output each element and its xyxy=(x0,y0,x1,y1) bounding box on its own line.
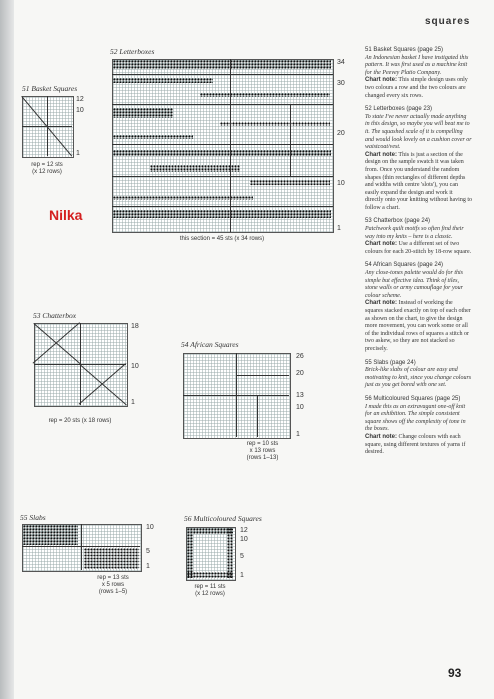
chart-55-row-10: 10 xyxy=(146,524,154,531)
chart-56-row-12: 12 xyxy=(240,527,248,534)
chart-51-caption: rep = 12 sts (x 12 rows) xyxy=(31,162,63,175)
chart-56-row-1: 1 xyxy=(240,572,244,579)
chart-55-title: 55 Slabs xyxy=(20,513,46,522)
chart-52-row-20: 20 xyxy=(337,130,345,137)
chart-54-caption: rep = 10 sts x 13 rows (rows 1–13) xyxy=(246,441,279,461)
chart-52-title: 52 Letterboxes xyxy=(110,47,155,56)
chart-52-row-10: 10 xyxy=(337,180,345,187)
chart-52-row-30: 30 xyxy=(337,80,345,87)
chart-51-row-12: 12 xyxy=(76,96,84,103)
entry-54: 54 African Squares (page 24) Any close-tones palette would do for this simple but effective idea. Think of tiles, stone walls or army camouflage for your colour scheme. Chart note: Instead of working the squares stacked exactly on top of each other as shown on the chart, to give the design more movement, you can work some or all of the individual rows of squares a stitch or two askew, so they are not stacked so precisely. xyxy=(365,262,471,352)
chart-53-row-18: 18 xyxy=(131,323,139,330)
chart-56-title: 56 Multicoloured Squares xyxy=(184,514,262,523)
chart-52-caption: this section = 45 sts (x 34 rows) xyxy=(179,236,265,242)
chart-55-caption: rep = 13 sts x 5 rows (rows 1–5) xyxy=(97,575,129,595)
entry-52: 52 Letterboxes (page 23) To state I've never actually made anything in this design, so maybe you will beat me to it. The squashed scale of it is compelling and would look lovely on a cushion cover or waistcoat/vest. Chart note: This is just a section of the design on the sample swatch it was taken from. Once you understand the random shapes (thin rectangles of different depths and widths with centre 'slots'), you can easily expand the design and work it directly onto your knitting without having to follow a chart. xyxy=(365,106,472,211)
chart-54-row-13: 13 xyxy=(296,392,304,399)
entry-51: 51 Basket Squares (page 25) An Indonesian basket I have instigated this pattern. It was first used as a machine knit for the Peevey Platio Company. Chart note: This simple design uses only two colours a row and the two colours are changed every six rows. xyxy=(365,47,469,99)
book-spine-shadow xyxy=(0,0,14,699)
chart-54-row-26: 26 xyxy=(296,353,304,360)
chart-54-row-10: 10 xyxy=(296,404,304,411)
chart-52-row-1: 1 xyxy=(337,225,341,232)
watermark-text: Nilka xyxy=(49,207,83,223)
notes-column xyxy=(365,47,472,463)
chart-53-title: 53 Chatterbox xyxy=(33,311,77,320)
chart-51-title: 51 Basket Squares xyxy=(22,84,78,93)
chart-55-row-1: 1 xyxy=(146,563,150,570)
chart-55-row-5: 5 xyxy=(146,548,150,555)
chart-53-row-1: 1 xyxy=(131,399,135,406)
chart-56-row-5: 5 xyxy=(240,553,244,560)
chart-54-row-20: 20 xyxy=(296,370,304,377)
chart-51-row-1: 1 xyxy=(76,150,80,157)
chart-53-row-10: 10 xyxy=(131,363,139,370)
chart-54-title: 54 African Squares xyxy=(181,340,239,349)
chart-51-row-10: 10 xyxy=(76,107,84,114)
chart-56-caption: rep = 11 sts (x 12 rows) xyxy=(194,584,226,597)
chart-56-row-10: 10 xyxy=(240,536,248,543)
page-number: 93 xyxy=(448,666,462,680)
entry-53: 53 Chatterbox (page 24) Patchwork quilt motifs so often find their way into my knits – here is a classic. Chart note: Use a different set of two colours for each 20-stitch by 18-row square. xyxy=(365,218,472,255)
section-header: squares xyxy=(425,16,471,27)
chart-54-row-1: 1 xyxy=(296,431,300,438)
chart-53-caption: rep = 20 sts (x 18 rows) xyxy=(48,418,112,424)
chart-52-row-34: 34 xyxy=(337,59,345,66)
entry-56: 56 Multicoloured Squares (page 25) I made this as an extravagant one-off knit for an exhibition. The simple consistent square shows off the complexity of tone in the boxes. Chart note: Change colours with each square, using different textures of yarns if desired. xyxy=(365,395,466,456)
entry-55: 55 Slabs (page 24) Brick-like slabs of colour are easy and motivating to knit, since you change colours just as you get bored with one set. xyxy=(365,359,472,389)
